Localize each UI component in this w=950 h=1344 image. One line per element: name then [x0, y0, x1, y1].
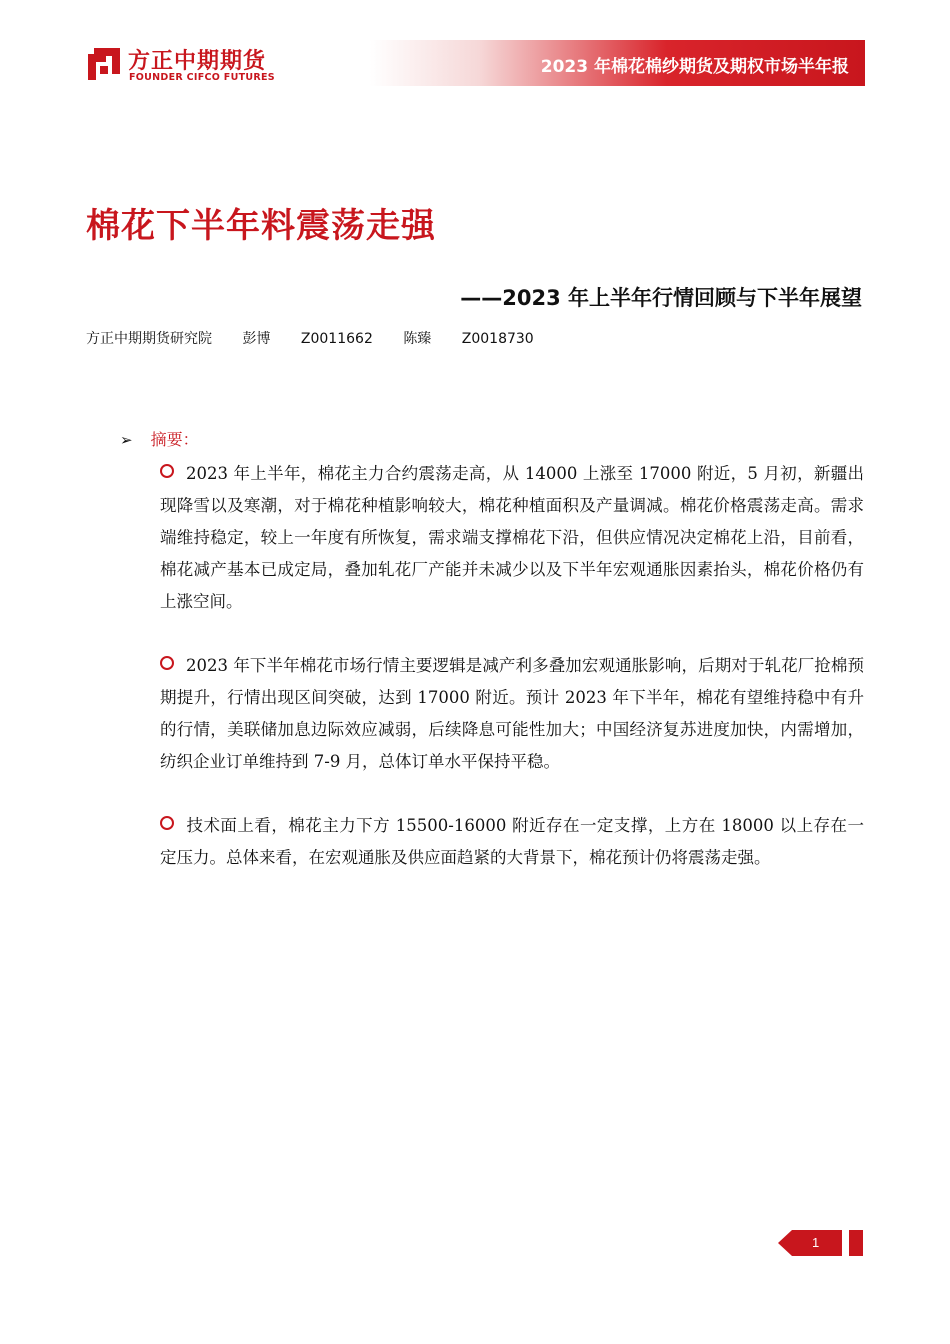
ring-bullet-icon [160, 816, 174, 830]
company-logo [86, 42, 276, 86]
report-title: 棉花下半年料震荡走强 [86, 206, 436, 246]
ring-bullet-icon [160, 656, 174, 670]
logo-english-name: FOUNDER CIFCO FUTURES [129, 72, 275, 83]
summary-heading-text: 摘要： [150, 430, 199, 449]
page-number-tab [778, 1230, 842, 1256]
report-subtitle: ——2023 年上半年行情回顾与下半年展望 [460, 286, 862, 310]
author-license-id: Z0018730 [461, 331, 534, 347]
author-name: 彭博 [242, 331, 271, 347]
arrow-right-icon: ➢ [120, 431, 133, 449]
summary-paragraph-text: 2023 年上半年，棉花主力合约震荡走高，从 14000 上涨至 17000 附近，5 月初，新疆出现降雪以及寒潮，对于棉花种植影响较大，棉花种植面积及产量调减。棉花价格震荡走高。需求端维持稳定，较上一年度有所恢复，需求端支撑棉花下沿，但供应情况决定棉花上沿，目前看，棉花减产基本已成定局，叠加轧花厂产能并未减少以及下半年宏观通胀因素抬头，棉花价格仍有上涨空间。 [160, 464, 864, 611]
summary-paragraph [160, 650, 864, 778]
header-title: 2023 年棉花棉纱期货及期权市场半年报 [540, 57, 849, 77]
page-number: 1 [812, 1235, 820, 1250]
summary-paragraph [160, 458, 864, 618]
summary-heading [120, 427, 199, 450]
summary-paragraph-text: 2023 年下半年棉花市场行情主要逻辑是减产利多叠加宏观通胀影响，后期对于轧花厂抢棉预期提升，行情出现区间突破，达到 17000 附近。预计 2023 年下半年，棉花有望维持稳中有升的行情，美联储加息边际效应减弱，后续降息可能性加大；中国经济复苏进度加快，内需增加，纺织企业订单维持到 7-9 月，总体订单水平保持平稳。 [160, 656, 864, 771]
logo-chinese-name: 方正中期期货 [128, 49, 267, 74]
header-band [370, 40, 865, 86]
author-license-id: Z0011662 [300, 331, 373, 347]
summary-paragraph [160, 810, 864, 874]
ring-bullet-icon [160, 464, 174, 478]
author-line [86, 328, 534, 348]
author-institution: 方正中期期货研究院 [86, 331, 212, 347]
author-name: 陈臻 [403, 331, 432, 347]
page-tab-bar [849, 1230, 863, 1256]
page-tab-shape [778, 1230, 842, 1256]
founder-logo-mark-icon [86, 46, 122, 82]
summary-paragraph-text: 技术面上看，棉花主力下方 15500-16000 附近存在一定支撑，上方在 18000 以上存在一定压力。总体来看，在宏观通胀及供应面趋紧的大背景下，棉花预计仍将震荡走强。 [160, 816, 864, 867]
